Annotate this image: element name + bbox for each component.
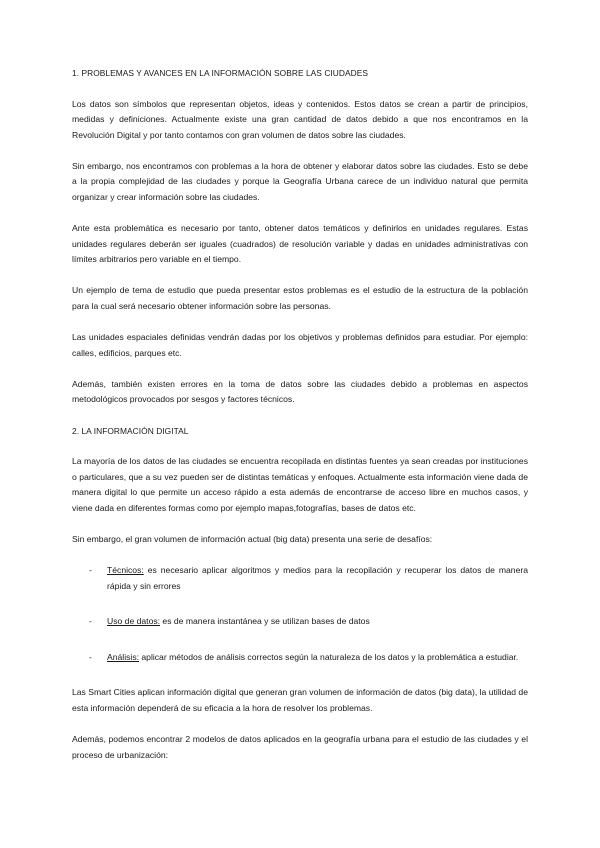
section-1-paragraph-6: Además, también existen errores en la toma de datos sobre las ciudades debido a problemas en aspectos metodológicos provocados por sesgos y factores técnicos. bbox=[72, 378, 528, 405]
section-2-paragraph-2: Sin embargo, el gran volumen de información actual (big data) presenta una serie de desafíos: bbox=[72, 533, 433, 544]
list-item bbox=[72, 563, 528, 594]
section-1-paragraph-2: Sin embargo, nos encontramos con problemas a la hora de obtener y elaborar datos sobre las ciudades. Esto se debe a la propia complejidad de las ciudades y porque la Geografía Urbana carece de un individuo natural que permita organizar y crear información sobre las ciudades. bbox=[72, 160, 528, 203]
list-dash: - bbox=[89, 651, 92, 662]
section-1-heading: 1. PROBLEMAS Y AVANCES EN LA INFORMACIÓN SOBRE LAS CIUDADES bbox=[72, 68, 369, 78]
list-item bbox=[72, 650, 528, 666]
document-page bbox=[72, 66, 528, 779]
list-item bbox=[72, 614, 528, 630]
section-1-paragraph-5: Las unidades espaciales definidas vendrán dadas por los objetivos y problemas definidos para estudiar. Por ejemplo: calles, edificios, parques etc. bbox=[72, 332, 528, 358]
list-item-text: aplicar métodos de análisis correctos según la naturaleza de los datos y la problemática a estudiar. bbox=[139, 651, 519, 662]
section-2-paragraph-1: La mayoría de los datos de las ciudades se encuentra recopilada en distintas fuentes ya sean creadas por instituciones o particulares, que a su vez pueden ser de distintas temáticas y enfoques. Actualmente esta información viene dada de manera digital lo que permite un acceso rápido a esta además de encontrarse de acceso libre en muchos casos, y viene dada en diferentes formas como por ejemplo mapas,fotografías, bases de datos etc. bbox=[72, 456, 528, 513]
challenges-list bbox=[72, 563, 528, 665]
list-item-text: es de manera instantánea y se utilizan bases de datos bbox=[160, 616, 370, 627]
list-dash: - bbox=[89, 616, 92, 627]
section-1-paragraph-3: Ante esta problemática es necesario por tanto, obtener datos temáticos y definirlos en unidades regulares. Estas unidades regulares deberán ser iguales (cuadrados) de resolución variable y dadas en unidades administrativas con límites arbitrarios pero variable en el tiempo. bbox=[72, 223, 528, 265]
list-item-term: Análisis: bbox=[107, 651, 139, 662]
section-2-closing-paragraph-1: Las Smart Cities aplican información digital que generan gran volumen de información de datos (big data), la utilidad de esta información dependerá de su eficacia a la hora de resolver los problemas. bbox=[72, 687, 528, 714]
section-2-closing-paragraph-2: Además, podemos encontrar 2 modelos de datos aplicados en la geografía urbana para el estudio de las ciudades y el proceso de urbanización: bbox=[72, 734, 528, 760]
list-item-term: Técnicos: bbox=[107, 565, 144, 576]
list-dash: - bbox=[89, 565, 92, 576]
section-1-paragraph-1: Los datos son símbolos que representan objetos, ideas y contenidos. Estos datos se crean a partir de principios, medidas y definiciones. Actualmente existe una gran cantidad de datos debido a que nos encontramos en la Revolución Digital y por tanto contamos con gran volumen de datos sobre las ciudades. bbox=[72, 98, 528, 140]
section-1-paragraph-4: Un ejemplo de tema de estudio que pueda presentar estos problemas es el estudio de la estructura de la población para la cual será necesario obtener información sobre las personas. bbox=[72, 285, 528, 312]
list-item-term: Uso de datos: bbox=[107, 616, 161, 627]
list-item-text: es necesario aplicar algoritmos y medios para la recopilación y recuperar los datos de manera rápida y sin errores bbox=[107, 565, 528, 591]
section-2-heading: 2. LA INFORMACIÓN DIGITAL bbox=[72, 425, 189, 436]
